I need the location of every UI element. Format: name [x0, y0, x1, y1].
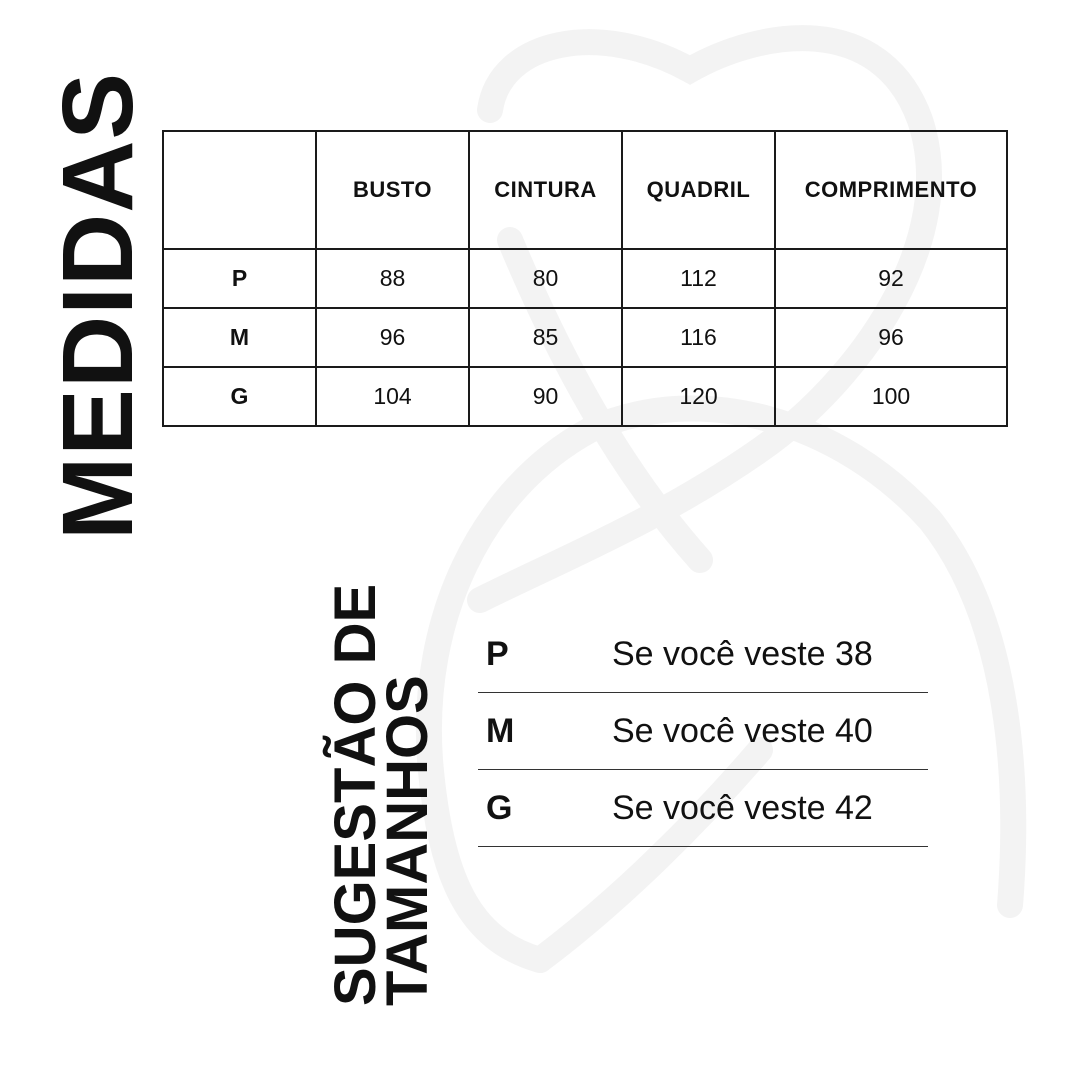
suggestion-text: Se você veste 38	[612, 634, 873, 673]
header-comprimento: COMPRIMENTO	[775, 131, 1007, 249]
comprimento-value: 100	[775, 367, 1007, 426]
quadril-value: 112	[622, 249, 775, 308]
comprimento-value: 92	[775, 249, 1007, 308]
suggestion-text: Se você veste 42	[612, 788, 873, 827]
busto-value: 104	[316, 367, 469, 426]
list-item	[478, 770, 928, 847]
header-quadril: QUADRIL	[622, 131, 775, 249]
size-suggestion-list	[478, 616, 928, 847]
suggestion-text: Se você veste 40	[612, 711, 873, 750]
table-header-row	[163, 131, 1007, 249]
size-label: P	[163, 249, 316, 308]
suggestion-size: P	[486, 634, 509, 673]
cintura-value: 80	[469, 249, 622, 308]
comprimento-value: 96	[775, 308, 1007, 367]
quadril-value: 116	[622, 308, 775, 367]
medidas-title: MEDIDAS	[42, 71, 154, 540]
measurements-table	[162, 130, 1008, 427]
suggestion-size: G	[486, 788, 513, 827]
size-label: G	[163, 367, 316, 426]
header-empty-cell	[163, 131, 316, 249]
header-cintura: CINTURA	[469, 131, 622, 249]
list-item	[478, 693, 928, 770]
size-label: M	[163, 308, 316, 367]
sugestao-title-line2: TAMANHOS	[375, 675, 440, 1006]
table-row	[163, 249, 1007, 308]
header-busto: BUSTO	[316, 131, 469, 249]
sugestao-title-line1: SUGESTÃO DE	[323, 583, 388, 1006]
busto-value: 88	[316, 249, 469, 308]
suggestion-size: M	[486, 711, 515, 750]
table-row	[163, 308, 1007, 367]
cintura-value: 90	[469, 367, 622, 426]
quadril-value: 120	[622, 367, 775, 426]
sugestao-title	[323, 583, 440, 1006]
busto-value: 96	[316, 308, 469, 367]
table-row	[163, 367, 1007, 426]
list-item	[478, 616, 928, 693]
cintura-value: 85	[469, 308, 622, 367]
